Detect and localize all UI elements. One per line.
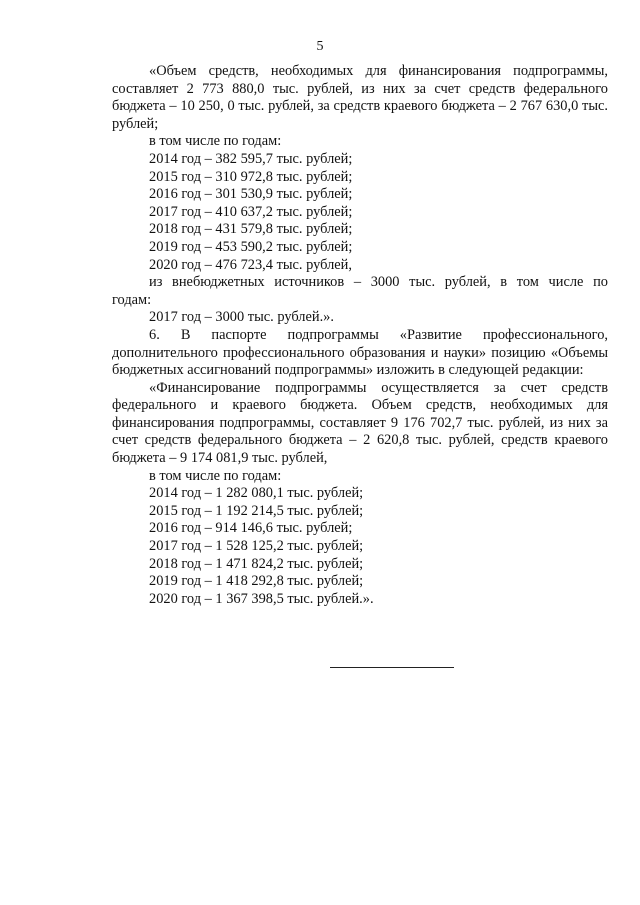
year-line: 2019 год – 1 418 292,8 тыс. рублей; [149, 573, 364, 590]
financing-paragraph: «Финансирование подпрограммы осуществляется за счет средств федерального и краевого бюджета. Объем средств, необходимых для финансирования подпрограммы, составляет 9 176 702,7 тыс. рублей, из них за счет средств федерального бюджета – 2 620,8 тыс. рублей, средств краевого бюджета – 9 174 081,9 тыс. рублей, [112, 379, 608, 467]
extrabudget-paragraph: из внебюджетных источников – 3000 тыс. рублей, в том числе по годам: [112, 274, 608, 308]
year-line: 2015 год – 1 192 214,5 тыс. рублей; [149, 502, 364, 519]
funding-volume-paragraph: «Объем средств, необходимых для финансирования подпрограммы, составляет 2 773 880,0 тыс. рублей, из них за счет средств федерального бюджета – 10 250, 0 тыс. рублей, за средств краевого бюджета – 2 767 630,0 тыс. рублей; [112, 63, 608, 132]
document-body [112, 63, 608, 608]
year-line: 2020 год – 1 367 398,5 тыс. рублей.». [149, 590, 374, 607]
year-line: 2018 год – 1 471 824,2 тыс. рублей; [149, 555, 364, 572]
year-line: 2014 год – 382 595,7 тыс. рублей; [149, 150, 353, 167]
year-line: 2014 год – 1 282 080,1 тыс. рублей; [149, 485, 364, 502]
year-line: 2017 год – 1 528 125,2 тыс. рублей; [149, 538, 364, 555]
signature-divider-line [330, 667, 454, 668]
year-line: 2015 год – 310 972,8 тыс. рублей; [149, 168, 353, 185]
year-line: 2018 год – 431 579,8 тыс. рублей; [149, 221, 353, 238]
item-6-paragraph: 6. В паспорте подпрограммы «Развитие профессионального, дополнительного профессионального образования и науки» позицию «Объемы бюджетных ассигнований подпрограммы» изложить в следующей редакции: [112, 326, 608, 379]
by-years-label: в том числе по годам: [149, 133, 282, 150]
year-line: 2019 год – 453 590,2 тыс. рублей; [149, 238, 353, 255]
year-line: 2017 год – 410 637,2 тыс. рублей; [149, 203, 353, 220]
year-line: 2016 год – 301 530,9 тыс. рублей; [149, 186, 353, 203]
year-line: 2016 год – 914 146,6 тыс. рублей; [149, 520, 353, 537]
year-line: 2020 год – 476 723,4 тыс. рублей, [149, 256, 352, 273]
page-number: 5 [316, 39, 324, 54]
by-years-label: в том числе по годам: [149, 467, 282, 484]
extrabudget-year-line: 2017 год – 3000 тыс. рублей.». [149, 309, 334, 326]
